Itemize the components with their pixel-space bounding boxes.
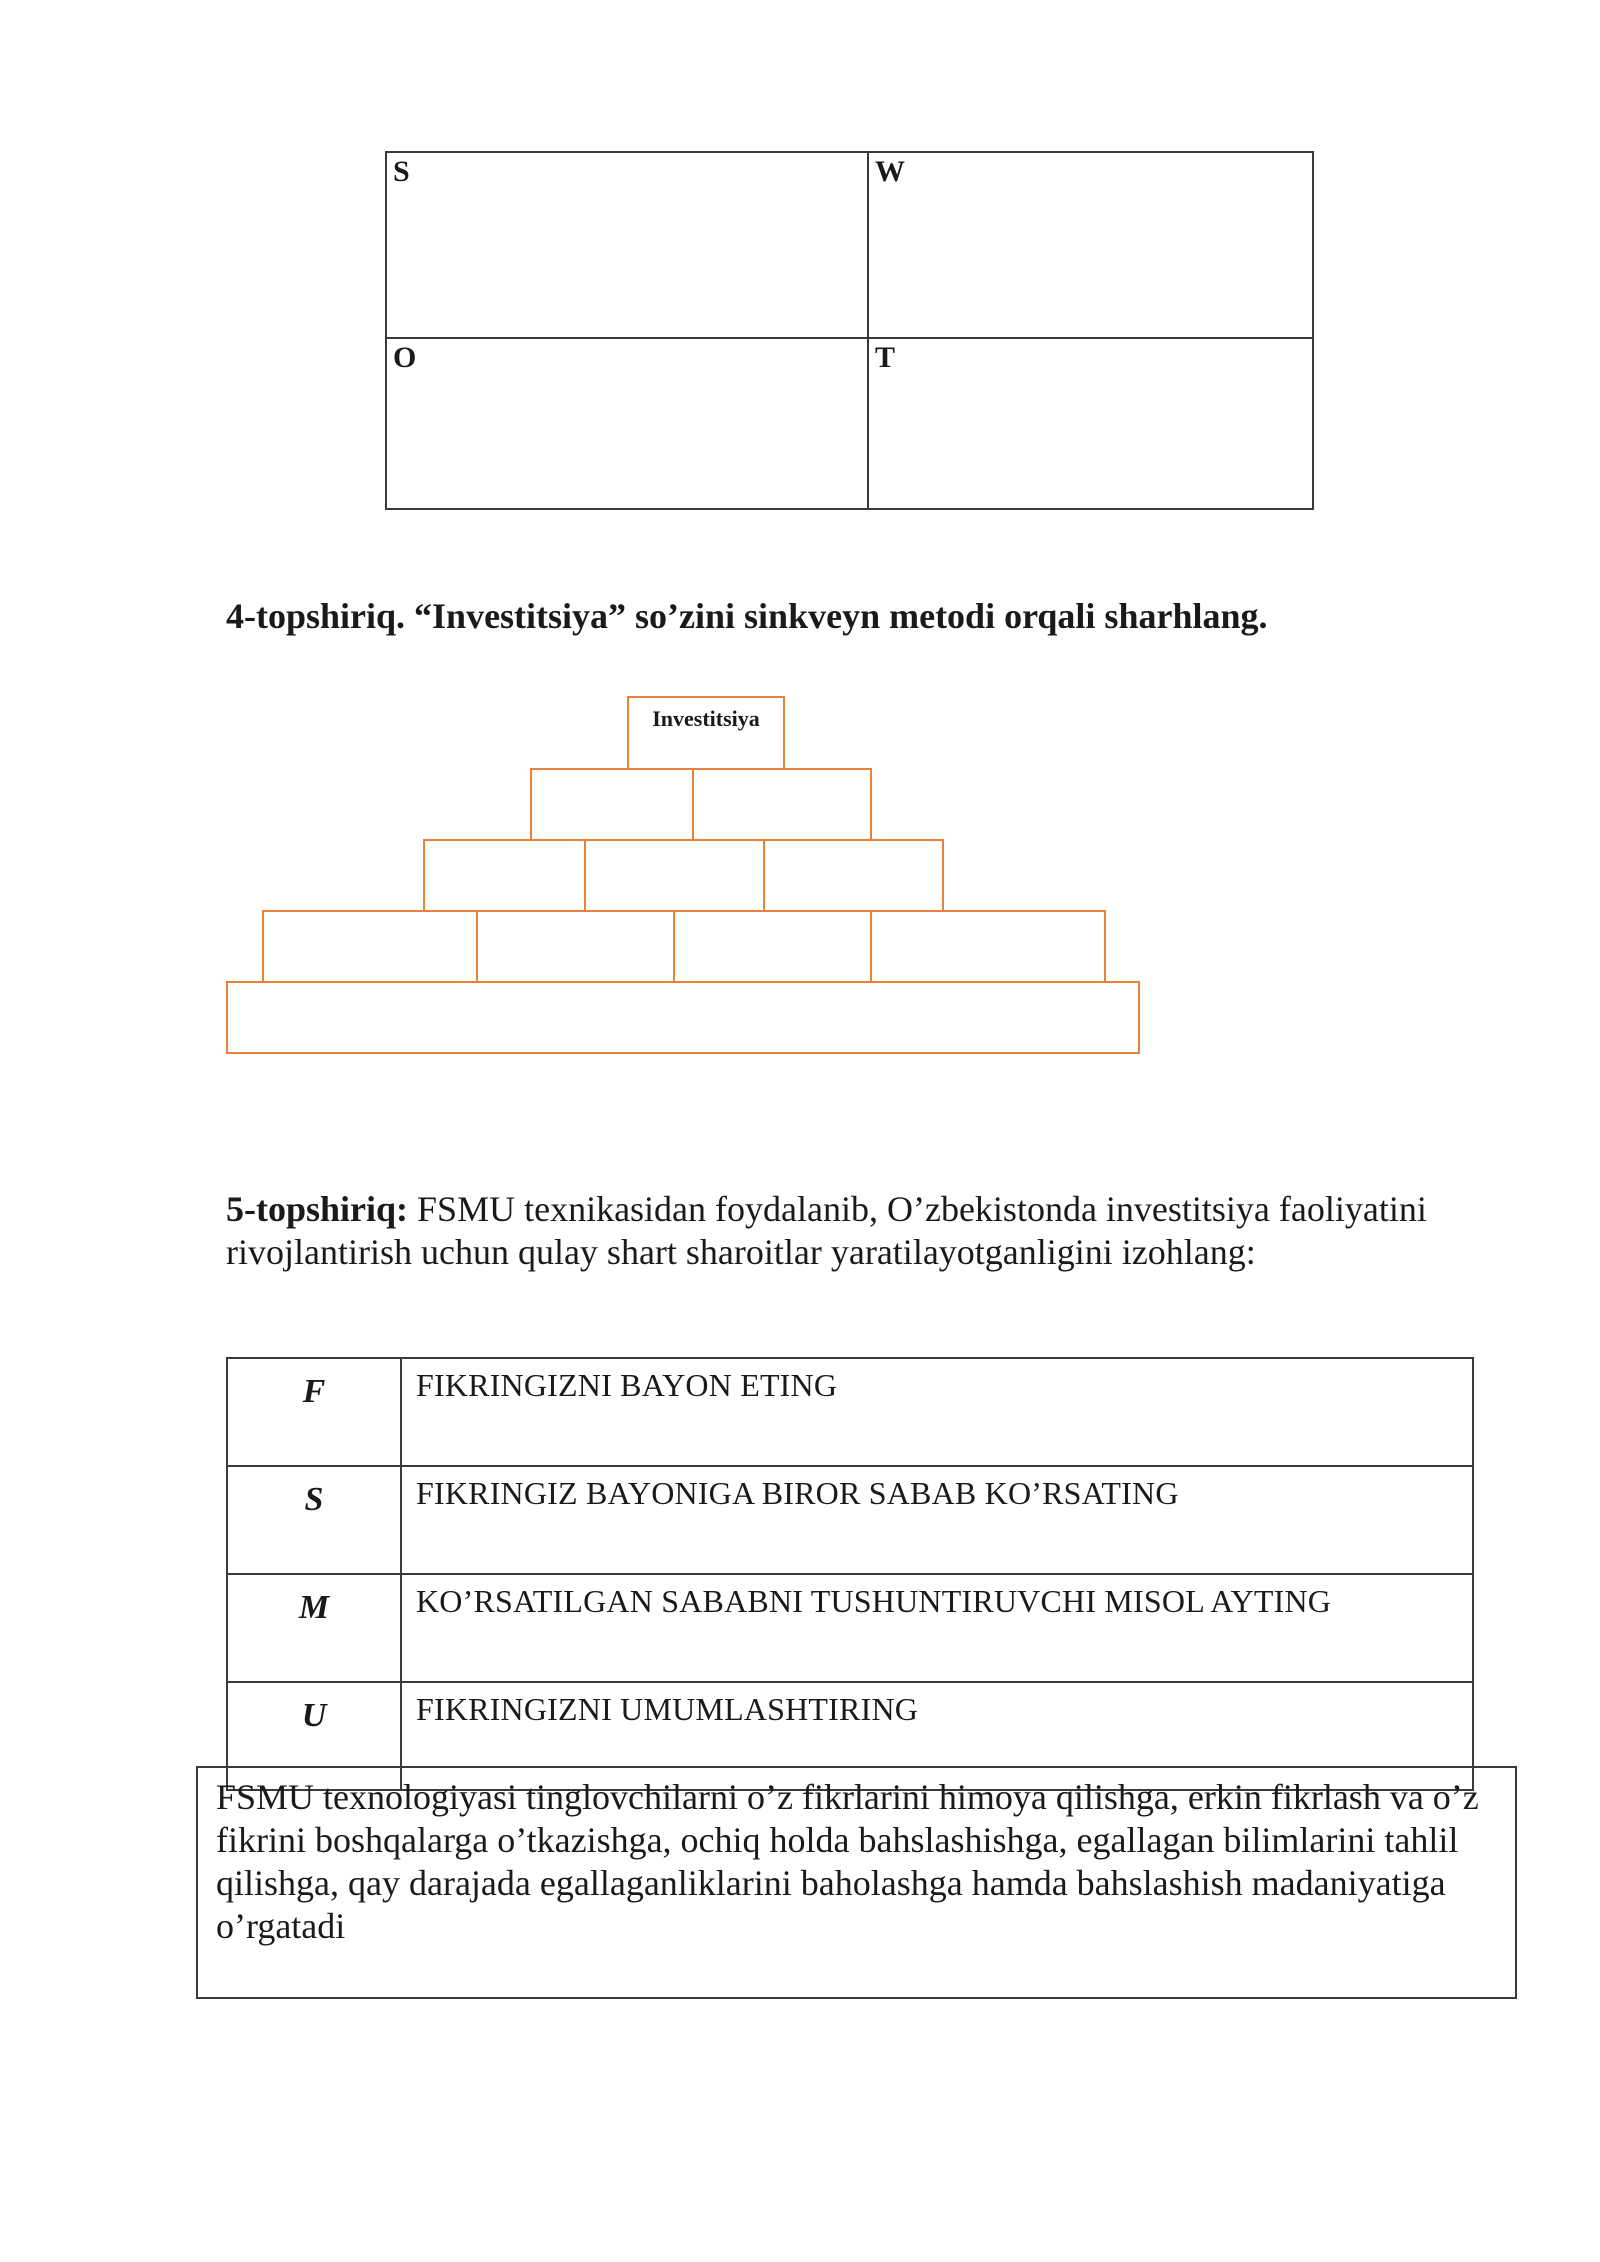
pyramid-row4-brick xyxy=(476,910,675,983)
fsmu-description: KO’RSATILGAN SABABNI TUSHUNTIRUVCHI MISOL AYTING xyxy=(401,1574,1473,1682)
swot-cell-w xyxy=(868,152,1313,338)
pyramid-row2-brick xyxy=(692,768,872,841)
pyramid-row2-brick xyxy=(530,768,694,841)
swot-label-w: W xyxy=(875,155,905,188)
fsmu-row xyxy=(227,1358,1473,1466)
task5-text: FSMU texnikasidan foydalanib, O’zbekistonda investitsiya faoliyatini rivojlantirish uchun qulay shart sharoitlar yaratilayotganligini izohlang: xyxy=(226,1189,1427,1272)
swot-cell-s xyxy=(386,152,868,338)
task5-paragraph xyxy=(226,1188,1486,1274)
swot-label-s: S xyxy=(393,155,410,188)
pyramid-row4-brick xyxy=(262,910,478,983)
task4-heading: 4-topshiriq. “Investitsiya” so’zini sinkveyn metodi orqali sharhlang. xyxy=(226,596,1268,636)
swot-table xyxy=(385,151,1314,510)
pyramid-top-brick xyxy=(627,696,785,770)
swot-cell-o xyxy=(386,338,868,509)
fsmu-description: FIKRINGIZNI BAYON ETING xyxy=(401,1358,1473,1466)
swot-cell-t xyxy=(868,338,1313,509)
pyramid-row4-brick xyxy=(870,910,1106,983)
fsmu-letter: U xyxy=(227,1682,401,1790)
fsmu-table xyxy=(226,1357,1474,1791)
swot-label-o: O xyxy=(393,341,417,374)
fsmu-description: FIKRINGIZNI UMUMLASHTIRING xyxy=(401,1682,1473,1790)
pyramid-base-brick xyxy=(226,981,1140,1054)
pyramid-row3-brick xyxy=(423,839,586,912)
fsmu-letter: M xyxy=(227,1574,401,1682)
pyramid-row4-brick xyxy=(673,910,872,983)
pyramid-row3-brick xyxy=(763,839,944,912)
fsmu-row xyxy=(227,1466,1473,1574)
pyramid-top-label: Investitsiya xyxy=(652,706,760,731)
fsmu-letter: F xyxy=(227,1358,401,1466)
fsmu-note-box: FSMU texnologiyasi tinglovchilarni o’z fikrlarini himoya qilishga, erkin fikrlash va o’z fikrini boshqalarga o’tkazishga, ochiq holda bahslashishga, egallagan bilimlarini tahlil qilishga, qay darajada egallaganliklarini baholashga hamda bahslashish madaniyatiga o’rgatadi xyxy=(196,1766,1517,1999)
fsmu-letter: S xyxy=(227,1466,401,1574)
swot-label-t: T xyxy=(875,341,896,374)
fsmu-description: FIKRINGIZ BAYONIGA BIROR SABAB KO’RSATING xyxy=(401,1466,1473,1574)
task5-label: 5-topshiriq: xyxy=(226,1189,409,1229)
pyramid-row3-brick xyxy=(584,839,765,912)
fsmu-row xyxy=(227,1574,1473,1682)
